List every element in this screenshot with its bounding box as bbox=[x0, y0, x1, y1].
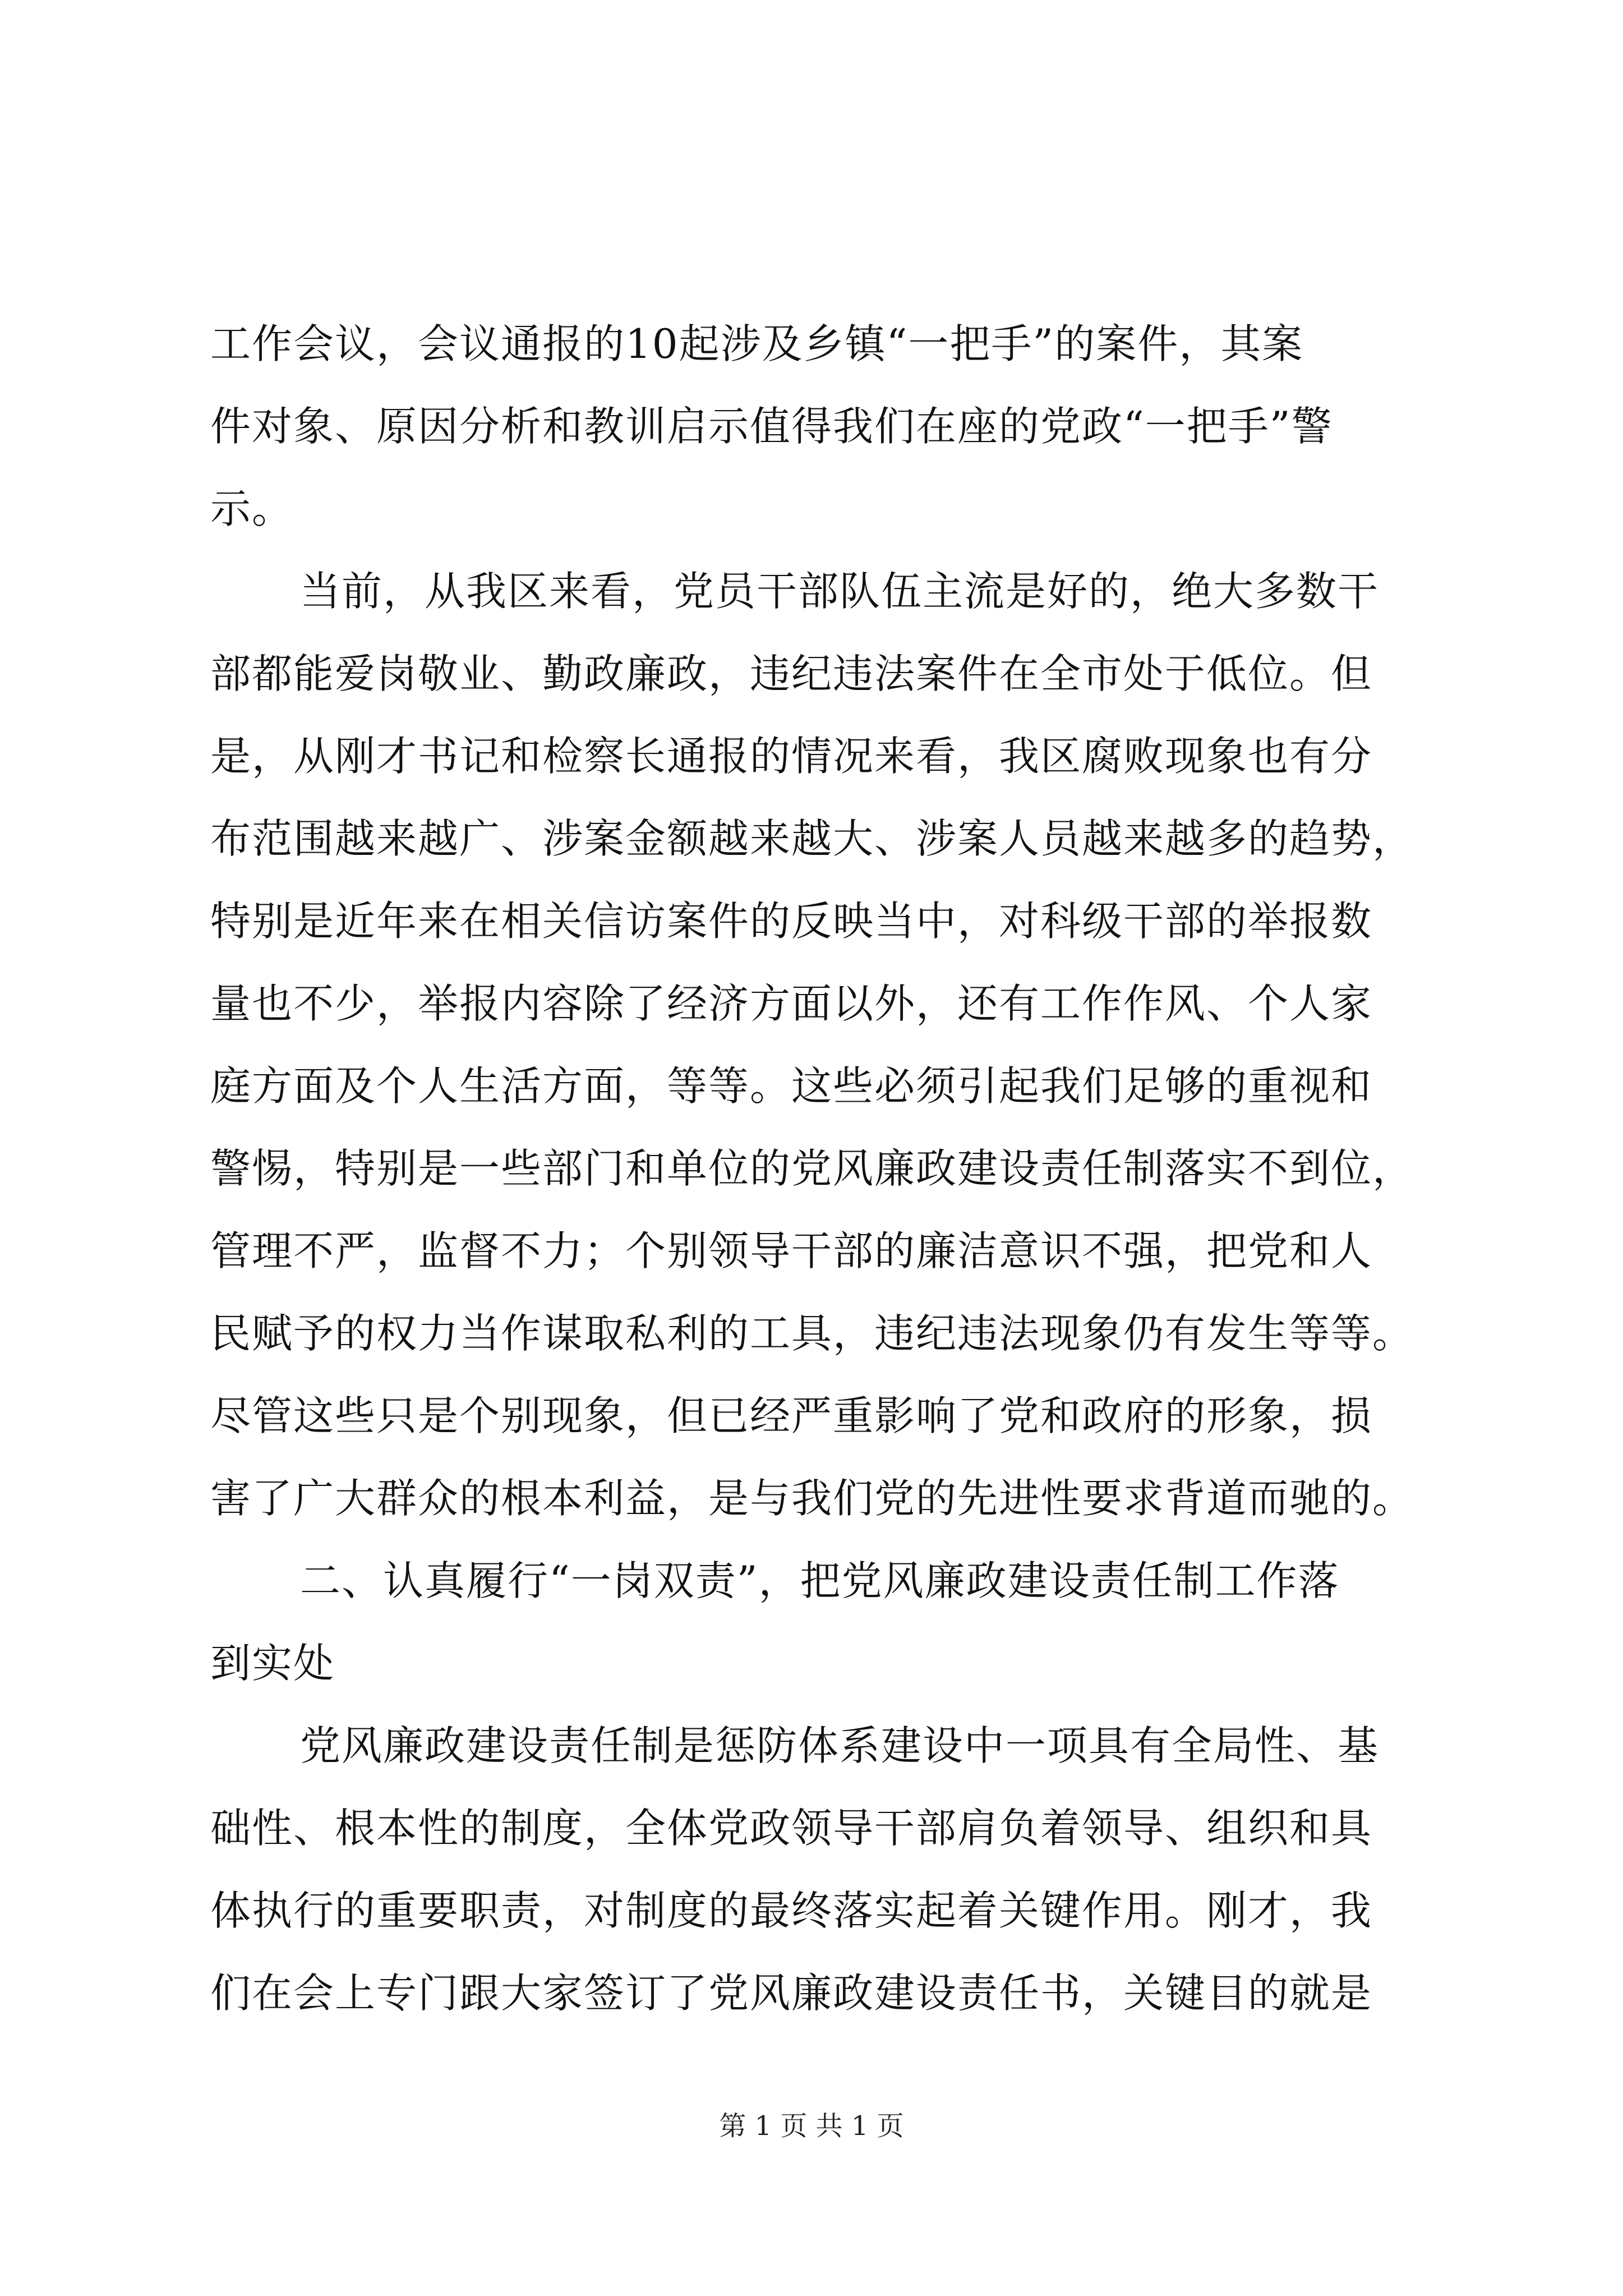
text-line: 是，从刚才书记和检察长通报的情况来看，我区腐败现象也有分 bbox=[210, 733, 1373, 780]
text-line: 特别是近年来在相关信访案件的反映当中，对科级干部的举报数 bbox=[210, 898, 1373, 945]
text-line: 管理不严，监督不力；个别领导干部的廉洁意识不强，把党和人 bbox=[210, 1227, 1373, 1274]
text-line: 们在会上专门跟大家签订了党风廉政建设责任书，关键目的就是 bbox=[210, 1970, 1373, 2017]
paragraph-first-line: 党风廉政建设责任制是惩防体系建设中一项具有全局性、基 bbox=[300, 1722, 1380, 1769]
page-number: 第 1 页 共 1 页 bbox=[719, 2110, 904, 2142]
text-line: 工作会议，会议通报的10起涉及乡镇“一把手”的案件，其案 bbox=[210, 320, 1304, 367]
text-line: 尽管这些只是个别现象，但已经严重影响了党和政府的形象，损 bbox=[210, 1392, 1373, 1439]
section-heading: 二、认真履行“一岗双责”，把党风廉政建设责任制工作落 bbox=[300, 1557, 1340, 1604]
text-line: 量也不少，举报内容除了经济方面以外，还有工作作风、个人家 bbox=[210, 980, 1373, 1027]
page-footer bbox=[0, 2109, 1623, 2143]
text-line: 庭方面及个人生活方面，等等。这些必须引起我们足够的重视和 bbox=[210, 1062, 1373, 1110]
text-line: 害了广大群众的根本利益，是与我们党的先进性要求背道而驰的。 bbox=[210, 1475, 1414, 1522]
text-line: 布范围越来越广、涉案金额越来越大、涉案人员越来越多的趋势， bbox=[210, 815, 1414, 862]
text-line: 体执行的重要职责，对制度的最终落实起着关键作用。刚才，我 bbox=[210, 1887, 1373, 1934]
text-line: 件对象、原因分析和教训启示值得我们在座的党政“一把手”警 bbox=[210, 403, 1333, 450]
section-heading-continued: 到实处 bbox=[210, 1640, 335, 1687]
document-body bbox=[210, 303, 1416, 2035]
text-line: 础性、根本性的制度，全体党政领导干部肩负着领导、组织和具 bbox=[210, 1805, 1373, 1852]
paragraph-first-line: 当前，从我区来看，党员干部队伍主流是好的，绝大多数干 bbox=[300, 568, 1380, 615]
text-line: 部都能爱岗敬业、勤政廉政，违纪违法案件在全市处于低位。但 bbox=[210, 650, 1373, 697]
text-line: 示。 bbox=[210, 485, 294, 532]
text-line: 民赋予的权力当作谋取私利的工具，违纪违法现象仍有发生等等。 bbox=[210, 1310, 1414, 1357]
text-line: 警惕，特别是一些部门和单位的党风廉政建设责任制落实不到位， bbox=[210, 1145, 1414, 1192]
